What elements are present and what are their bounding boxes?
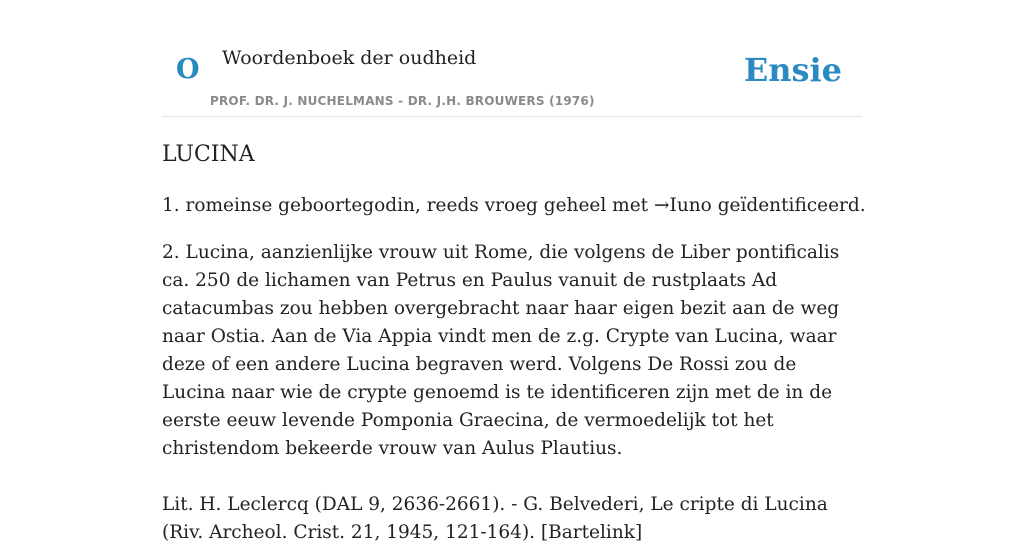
- ensie-logo[interactable]: Ensie: [743, 51, 842, 89]
- book-title-link[interactable]: Woordenboek der oudheid: [222, 47, 477, 69]
- entry-content: [162, 138, 866, 547]
- entry-headword: LUCINA: [162, 142, 255, 167]
- book-header: [162, 0, 862, 117]
- literature-references: Lit. H. Leclercq (DAL 9, 2636-2661). - G. Belvederi, Le cripte di Lucina (Riv. Archeol. Crist. 21, 1945, 121-164). [Bartelink]: [162, 494, 828, 543]
- book-authors: PROF. DR. J. NUCHELMANS - DR. J.H. BROUWERS (1976): [210, 94, 595, 108]
- iuno-link[interactable]: Iuno: [669, 195, 712, 216]
- definition-1-prefix: 1. romeinse geboortegodin, reeds vroeg geheel met: [162, 195, 649, 216]
- letter-index-link[interactable]: O: [176, 54, 200, 85]
- arrow-right-icon: →: [654, 195, 670, 216]
- definition-2: 2. Lucina, aanzienlijke vrouw uit Rome, die volgens de Liber pontificalis ca. 250 de lichamen van Petrus en Paulus vanuit de rustplaats Ad catacumbas zou hebben overgebracht naar haar eigen bezit aan de weg naar Ostia. Aan de Via Appia vindt men de z.g. Crypte van Lucina, waar deze of een andere Lucina begraven werd. Volgens De Rossi zou de Lucina naar wie de crypte genoemd is te identificeren zijn met de in de eerste eeuw levende Pomponia Graecina, de vermoedelijk tot het christendom bekeerde vrouw van Aulus Plautius.: [162, 242, 840, 459]
- definition-1: [162, 192, 866, 220]
- definition-1-suffix: geïdentificeerd.: [717, 195, 866, 216]
